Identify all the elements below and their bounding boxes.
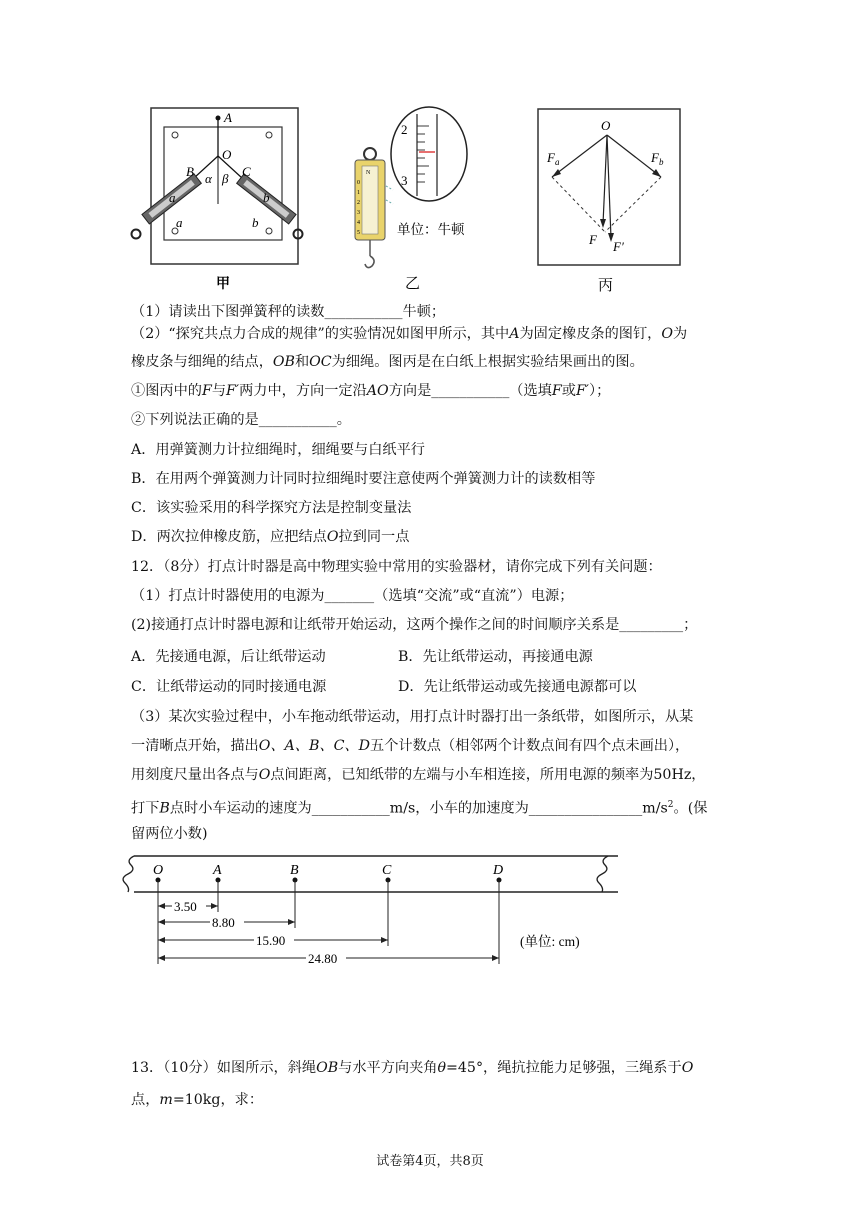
scale-tick-4: 4 — [357, 220, 360, 226]
q12-part1: （1）打点计时器使用的电源为_______（选填“交流”或“直流”）电源； — [131, 588, 574, 604]
figure-bing — [537, 108, 687, 298]
svg-text:D: D — [493, 863, 504, 878]
label-A: A — [224, 110, 232, 125]
scale-tick-1: 1 — [357, 190, 360, 196]
scale-tick-3: 3 — [357, 210, 360, 216]
q11-sub2: ②下列说法正确的是___________。 — [131, 412, 351, 428]
q12-part3-line1: （3）某次实验过程中，小车拖动纸带运动，用打点计时器打出一条纸带，如图所示，从某 — [131, 709, 694, 725]
tape-point-A — [212, 863, 222, 883]
q12-part2: (2)接通打点计时器电源和让纸带开始运动，这两个操作之间的时间顺序关系是_________； — [131, 617, 698, 633]
scale-tick-2: 2 — [357, 200, 360, 206]
distance-OC: 15.90 — [256, 933, 286, 948]
label-b2: b — [252, 215, 259, 230]
paper-tape-figure — [120, 848, 740, 972]
tape-point-C — [382, 863, 392, 883]
q11-option-c: C．该实验采用的科学探究方法是控制变量法 — [131, 500, 412, 516]
q12-part3-line4: 打下B点时小车运动的速度为___________m/s，小车的加速度为$\_\_\_\_\_\_\_\_\_\_\_\_\_\_\_\_m/s^2$。(保 — [131, 800, 708, 817]
q11-option-a: A．用弹簧测力计拉细绳时，细绳要与白纸平行 — [131, 442, 425, 458]
label-C: C — [242, 164, 251, 179]
zoom-tick-3: 3 — [401, 173, 408, 188]
blank: ___________ — [431, 383, 510, 399]
q12-option-b: B．先让纸带运动，再接通电源 — [398, 649, 593, 665]
label-Fa: $F_a$ — [547, 150, 560, 167]
tape-point-B — [290, 863, 299, 883]
svg-text:A: A — [213, 863, 222, 878]
q11-part2-line1: （2）“探究共点力合成的规律”的实验情况如图甲所示，其中A为固定橡皮条的图钉，O为 — [131, 326, 688, 342]
q13-line2: 点，m=10kg，求： — [131, 1092, 264, 1108]
zoom-tick-2: 2 — [401, 122, 408, 137]
label-alpha: α — [205, 171, 212, 186]
scale-tick-0: 0 — [357, 180, 360, 186]
label-B: B — [186, 164, 194, 179]
svg-text:C: C — [382, 863, 392, 878]
svg-text:O: O — [153, 863, 164, 878]
blank: _______ — [324, 588, 375, 604]
q11-part2-line2: 橡皮条与细绳的结点，OB和OC为细绳。图丙是在白纸上根据实验结果画出的图。 — [131, 354, 644, 370]
label-O: O — [601, 118, 611, 133]
tape-unit: (单位: cm) — [520, 934, 580, 949]
unit-label: 单位：牛顿 — [397, 222, 465, 237]
tape-point-D — [492, 863, 503, 883]
caption-jia: 甲 — [216, 277, 230, 292]
q11-option-b: B．在用两个弹簧测力计同时拉细绳时要注意使两个弹簧测力计的读数相等 — [131, 471, 596, 487]
tape-point-O — [153, 863, 163, 883]
q12-part3-line3: 用刻度尺量出各点与O点间距离，已知纸带的左端与小车相连接，所用电源的频率为50Hz， — [131, 767, 706, 783]
label-a1: a — [169, 190, 176, 205]
blank: ___________ — [311, 800, 390, 817]
blank: _________ — [619, 617, 684, 633]
blank: ________________ — [528, 800, 643, 817]
q12-option-d: D．先让纸带运动或先接通电源都可以 — [398, 679, 637, 695]
q12-option-c: C．让纸带运动的同时接通电源 — [131, 679, 327, 695]
q11-part1: （1）请读出下图弹簧秤的读数___________牛顿； — [131, 304, 446, 320]
figure-jia — [128, 104, 308, 294]
figure-yi — [345, 104, 480, 294]
distance-OA: 3.50 — [174, 899, 197, 914]
label-a2: a — [176, 215, 183, 230]
blank: ___________ — [258, 412, 337, 428]
svg-text:B: B — [290, 863, 299, 878]
blank: ___________ — [324, 304, 403, 320]
q11-option-d: D．两次拉伸橡皮筋，应把结点O拉到同一点 — [131, 529, 410, 545]
page-footer: 试卷第4页，共8页 — [376, 1154, 484, 1169]
label-F: F — [589, 232, 597, 247]
distance-OD: 24.80 — [308, 951, 338, 966]
caption-bing: 丙 — [598, 278, 614, 294]
q11-sub1: ①图丙中的F与F′两力中，方向一定沿AO方向是___________（选填F或F′）； — [131, 383, 611, 399]
label-b1: b — [263, 190, 270, 205]
label-F-prime: F′ — [613, 239, 624, 254]
q12-part3-line2: 一清晰点开始，描出O、A、B、C、D五个计数点（相邻两个计数点间有四个点未画出）， — [131, 738, 690, 754]
q12-heading: 12．（8分）打点计时器是高中物理实验中常用的实验器材，请你完成下列有关问题： — [131, 559, 662, 575]
label-O: O — [222, 147, 232, 162]
caption-yi: 乙 — [405, 276, 421, 292]
label-Fb: $F_b$ — [651, 150, 664, 167]
scale-tick-5: 5 — [357, 230, 360, 236]
label-beta: β — [222, 171, 229, 186]
q12-part3-line5: 留两位小数) — [131, 826, 208, 842]
distance-OB: 8.80 — [212, 915, 235, 930]
scale-top-N: N — [366, 170, 371, 176]
q13-line1: 13．（10分）如图所示，斜绳OB与水平方向夹角θ=45°，绳抗拉能力足够强，三绳系于O — [131, 1060, 694, 1076]
q12-option-a: A．先接通电源，后让纸带运动 — [131, 649, 326, 665]
